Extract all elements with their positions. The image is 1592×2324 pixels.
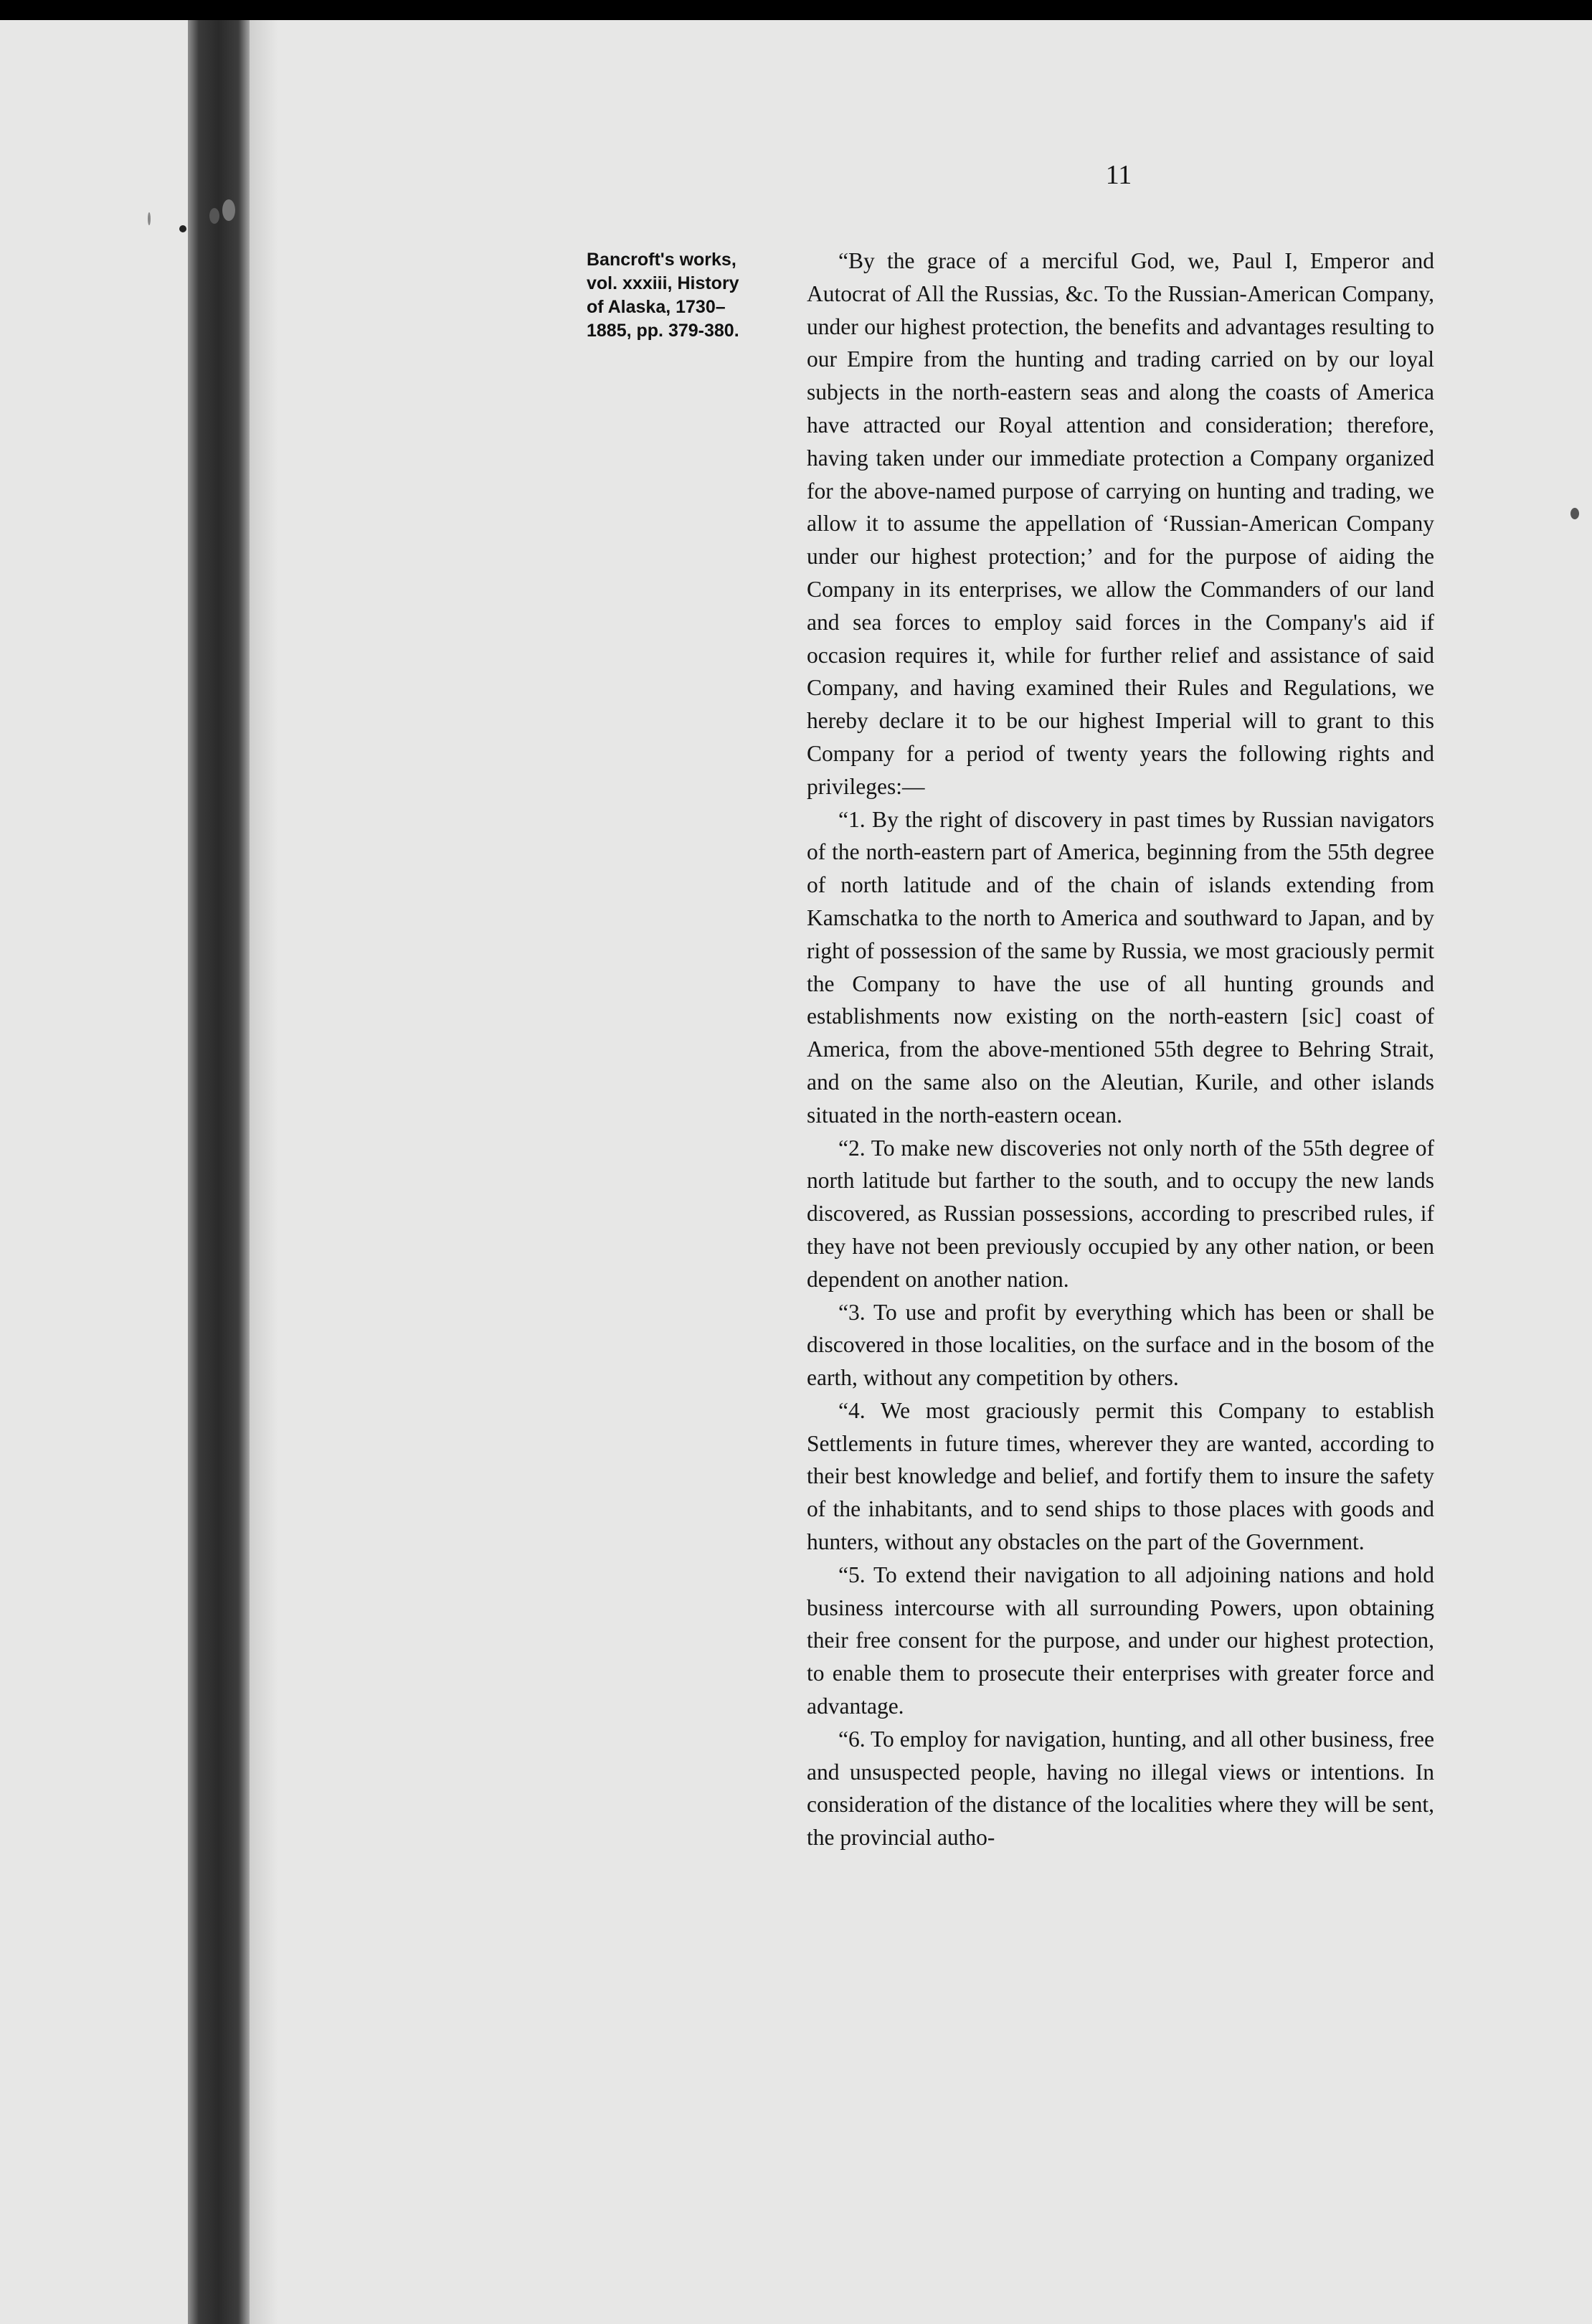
body-text <box>807 245 1434 1854</box>
ink-speck <box>222 199 235 221</box>
ink-speck <box>179 225 186 232</box>
gutter-shadow <box>250 20 278 2324</box>
paragraph-2: “2. To make new discoveries not only north of the 55th degree of north latitude but farther to the south, and to occupy the new lands discovered, as Russian possessions, according to prescribed rules, if they have not been previously occupied by any other nation, or been dependent on another nation. <box>807 1135 1434 1292</box>
citation-line: Bancroft's works, <box>587 250 736 270</box>
ink-speck <box>1570 508 1579 519</box>
paragraph-6: “6. To employ for navigation, hunting, and all other business, free and unsuspected people, having no illegal views or intentions. In consideration of the distance of the localities where they will be sent, the provincial autho- <box>807 1726 1434 1851</box>
paragraph-4: “4. We most graciously permit this Company to establish Settlements in future times, wherever they are wanted, according to their best knowledge and belief, and fortify them to insure the safety of the inhabitants, and to send ships to those places with goods and hunters, without any obstacles on the part of the Government. <box>807 1397 1434 1555</box>
paragraph-preamble: “By the grace of a merciful God, we, Paul I, Emperor and Autocrat of All the Russias, &c. To the Russian-American Company, under our highest protection, the benefits and advantages resulting to our Empire from the hunting and trading carried on by our loyal subjects in the north-eastern seas and along the coasts of America have attracted our Royal attention and consideration; therefore, having taken under our immediate protection a Company organized for the above-named purpose of carrying on hunting and trading, we allow it to assume the appellation of ‘Russian-American Company under our highest protection;’ and for the purpose of aiding the Company in its enterprises, we allow the Commanders of our land and sea forces to employ said forces in the Company's aid if occasion requires it, while for further relief and assistance of said Company, and having examined their Rules and Regulations, we hereby declare it to be our highest Imperial will to grant to this Company for a period of twenty years the following rights and privileges:— <box>807 248 1434 799</box>
paragraph-3: “3. To use and profit by everything which has been or shall be discovered in those localities, on the surface and in the bosom of the earth, without any competition by others. <box>807 1299 1434 1391</box>
paragraph-5: “5. To extend their navigation to all adjoining nations and hold business intercourse with all surrounding Powers, upon obtaining their free consent for the purpose, and under our highest protection, to enable them to prosecute their enterprises with greater force and advantage. <box>807 1562 1434 1719</box>
book-binding-gutter <box>188 20 250 2324</box>
ink-speck <box>148 212 151 225</box>
citation-line: vol. xxxiii, History <box>587 273 739 293</box>
document-page <box>0 20 1592 2324</box>
page-number: 11 <box>1105 160 1132 190</box>
citation-line: 1885, pp. 379-380. <box>587 321 739 341</box>
paragraph-1: “1. By the right of discovery in past times by Russian navigators of the north-eastern part of America, beginning from the 55th degree of north latitude and of the chain of islands extending from Kamschatka to the north to America and southward to Japan, and by right of possession of the same by Russia, we most graciously permit the Company to have the use of all hunting grounds and establishments now existing on the north-eastern [sic] coast of America, from the above-mentioned 55th degree to Behring Strait, and on the same also on the Aleutian, Kurile, and other islands situated in the north-eastern ocean. <box>807 806 1434 1128</box>
citation-line: of Alaska, 1730– <box>587 297 726 317</box>
margin-citation <box>587 248 773 343</box>
ink-speck <box>209 208 219 224</box>
